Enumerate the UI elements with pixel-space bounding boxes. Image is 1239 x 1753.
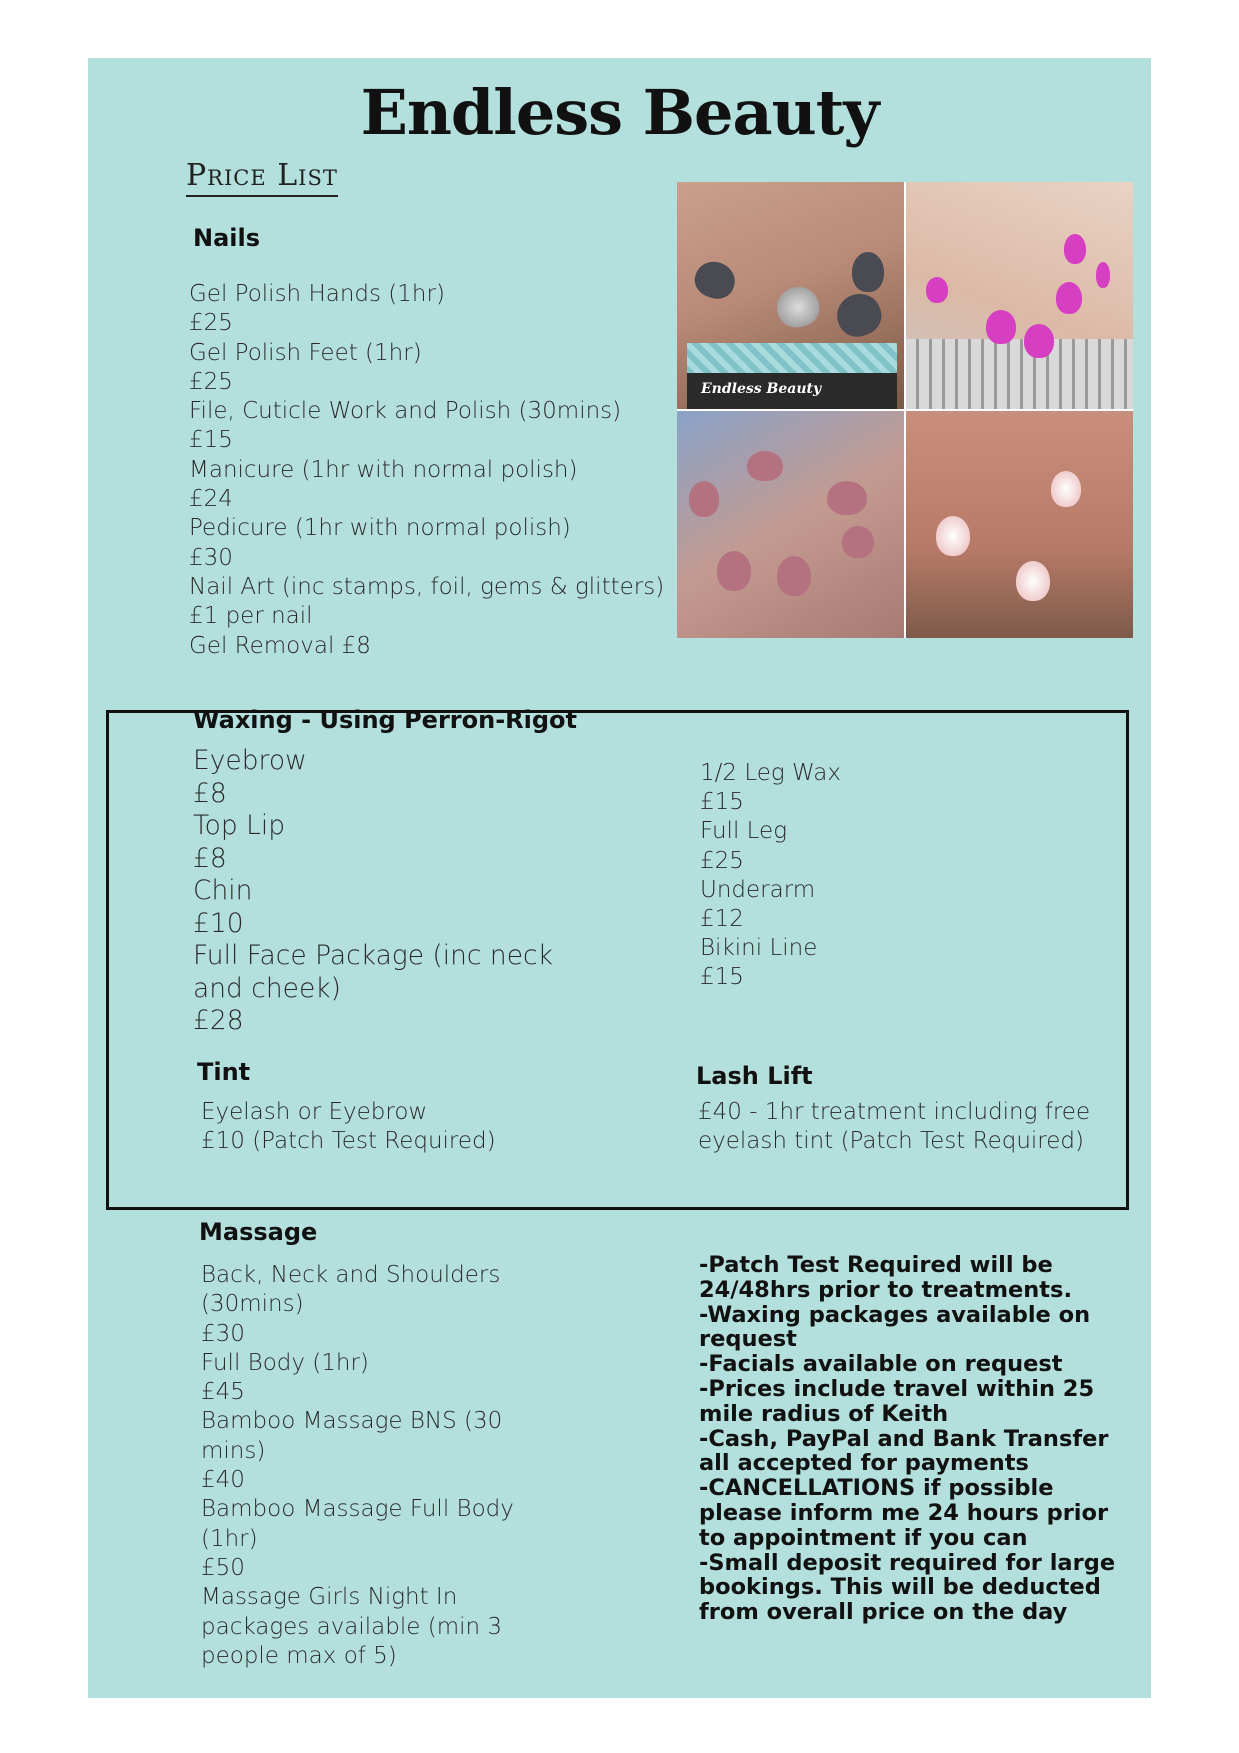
list-item: £1 per nail <box>189 603 313 630</box>
nails-price-list <box>189 280 664 661</box>
list-item: £25 <box>189 368 233 395</box>
list-item: £40 - 1hr treatment including free eyelash tint (Patch Test Required) <box>698 1099 1091 1154</box>
waxing-heading: Waxing - Using Perron-Rigot <box>193 706 577 734</box>
list-item: Bikini Line <box>700 935 818 962</box>
note-item: -Small deposit required for large bookings. This will be deducted from overall price on the day <box>699 1549 1116 1626</box>
list-item: £12 <box>700 906 744 933</box>
photo-pink-gel-nails <box>906 182 1133 409</box>
list-item: £25 <box>700 847 744 874</box>
list-item: Full Leg <box>700 818 788 845</box>
nails-photo-collage <box>677 182 1133 638</box>
list-item: £10 (Patch Test Required) <box>201 1128 496 1154</box>
waxing-body-price-list <box>700 759 841 993</box>
note-item: -Prices include travel within 25 mile radius of Keith <box>699 1375 1095 1427</box>
note-item: -Facials available on request <box>699 1351 1063 1378</box>
page-subtitle: Price List <box>186 158 338 197</box>
photo-grey-gel-nails <box>677 182 904 409</box>
list-item: £30 <box>201 1320 245 1347</box>
list-item: Gel Polish Hands (1hr) <box>189 281 445 307</box>
list-item: £28 <box>193 1005 244 1036</box>
list-item: £50 <box>201 1554 245 1581</box>
list-item: Chin <box>193 875 253 906</box>
list-item: Eyebrow <box>193 745 307 776</box>
waxing-face-price-list <box>193 745 603 1038</box>
list-item: Nail Art (inc stamps, foil, gems & glitters) <box>189 573 665 600</box>
list-item: Bamboo Massage Full Body (1hr) <box>201 1496 514 1552</box>
price-list-sheet <box>88 58 1151 1698</box>
list-item: £15 <box>700 964 744 991</box>
list-item: File, Cuticle Work and Polish (30mins) <box>189 398 622 425</box>
business-card-label: Endless Beauty <box>687 373 897 409</box>
list-item: Bamboo Massage BNS (30 mins) <box>201 1408 503 1464</box>
list-item: Massage Girls Night In packages available (min 3 people max of 5) <box>201 1584 503 1669</box>
tint-heading: Tint <box>197 1058 251 1086</box>
list-item: Underarm <box>700 876 816 903</box>
list-item: £40 <box>201 1467 245 1494</box>
lash-lift-heading: Lash Lift <box>696 1062 813 1090</box>
list-item: £10 <box>193 907 244 939</box>
list-item: Pedicure (1hr with normal polish) <box>189 515 571 542</box>
list-item: Manicure (1hr with normal polish) <box>189 456 578 483</box>
list-item: Eyelash or Eyebrow <box>201 1099 428 1125</box>
list-item: Gel Removal £8 <box>189 632 371 659</box>
note-item: -Patch Test Required will be 24/48hrs prior to treatments. <box>699 1252 1072 1303</box>
list-item: £24 <box>189 486 233 513</box>
list-item: Gel Polish Feet (1hr) <box>189 339 422 366</box>
note-item: -Cash, PayPal and Bank Transfer all accepted for payments <box>699 1425 1109 1477</box>
nails-heading: Nails <box>193 224 261 252</box>
list-item: £15 <box>700 789 744 816</box>
list-item: Full Body (1hr) <box>201 1349 369 1376</box>
page-title: Endless Beauty <box>360 76 879 149</box>
list-item: £8 <box>193 842 227 874</box>
list-item: £30 <box>189 544 233 571</box>
note-item: -CANCELLATIONS if possible please inform me 24 hours prior to appointment if you can <box>699 1475 1109 1551</box>
note-item: -Waxing packages available on request <box>699 1301 1091 1353</box>
booking-notes <box>699 1253 1129 1625</box>
list-item: 1/2 Leg Wax <box>700 760 841 786</box>
lash-lift-price-list <box>698 1098 1118 1156</box>
list-item: £25 <box>189 310 233 337</box>
list-item: Top Lip <box>193 810 286 841</box>
massage-price-list <box>201 1261 541 1671</box>
tint-price-list <box>201 1098 496 1156</box>
list-item: £15 <box>189 427 233 454</box>
list-item: £8 <box>193 777 227 809</box>
list-item: Back, Neck and Shoulders (30mins) <box>201 1262 501 1318</box>
photo-mauve-gel-nails <box>677 411 904 638</box>
list-item: Full Face Package (inc neck and cheek) <box>193 940 553 1004</box>
massage-heading: Massage <box>199 1218 318 1246</box>
list-item: £45 <box>201 1379 245 1406</box>
photo-glitter-gel-nails <box>906 411 1133 638</box>
